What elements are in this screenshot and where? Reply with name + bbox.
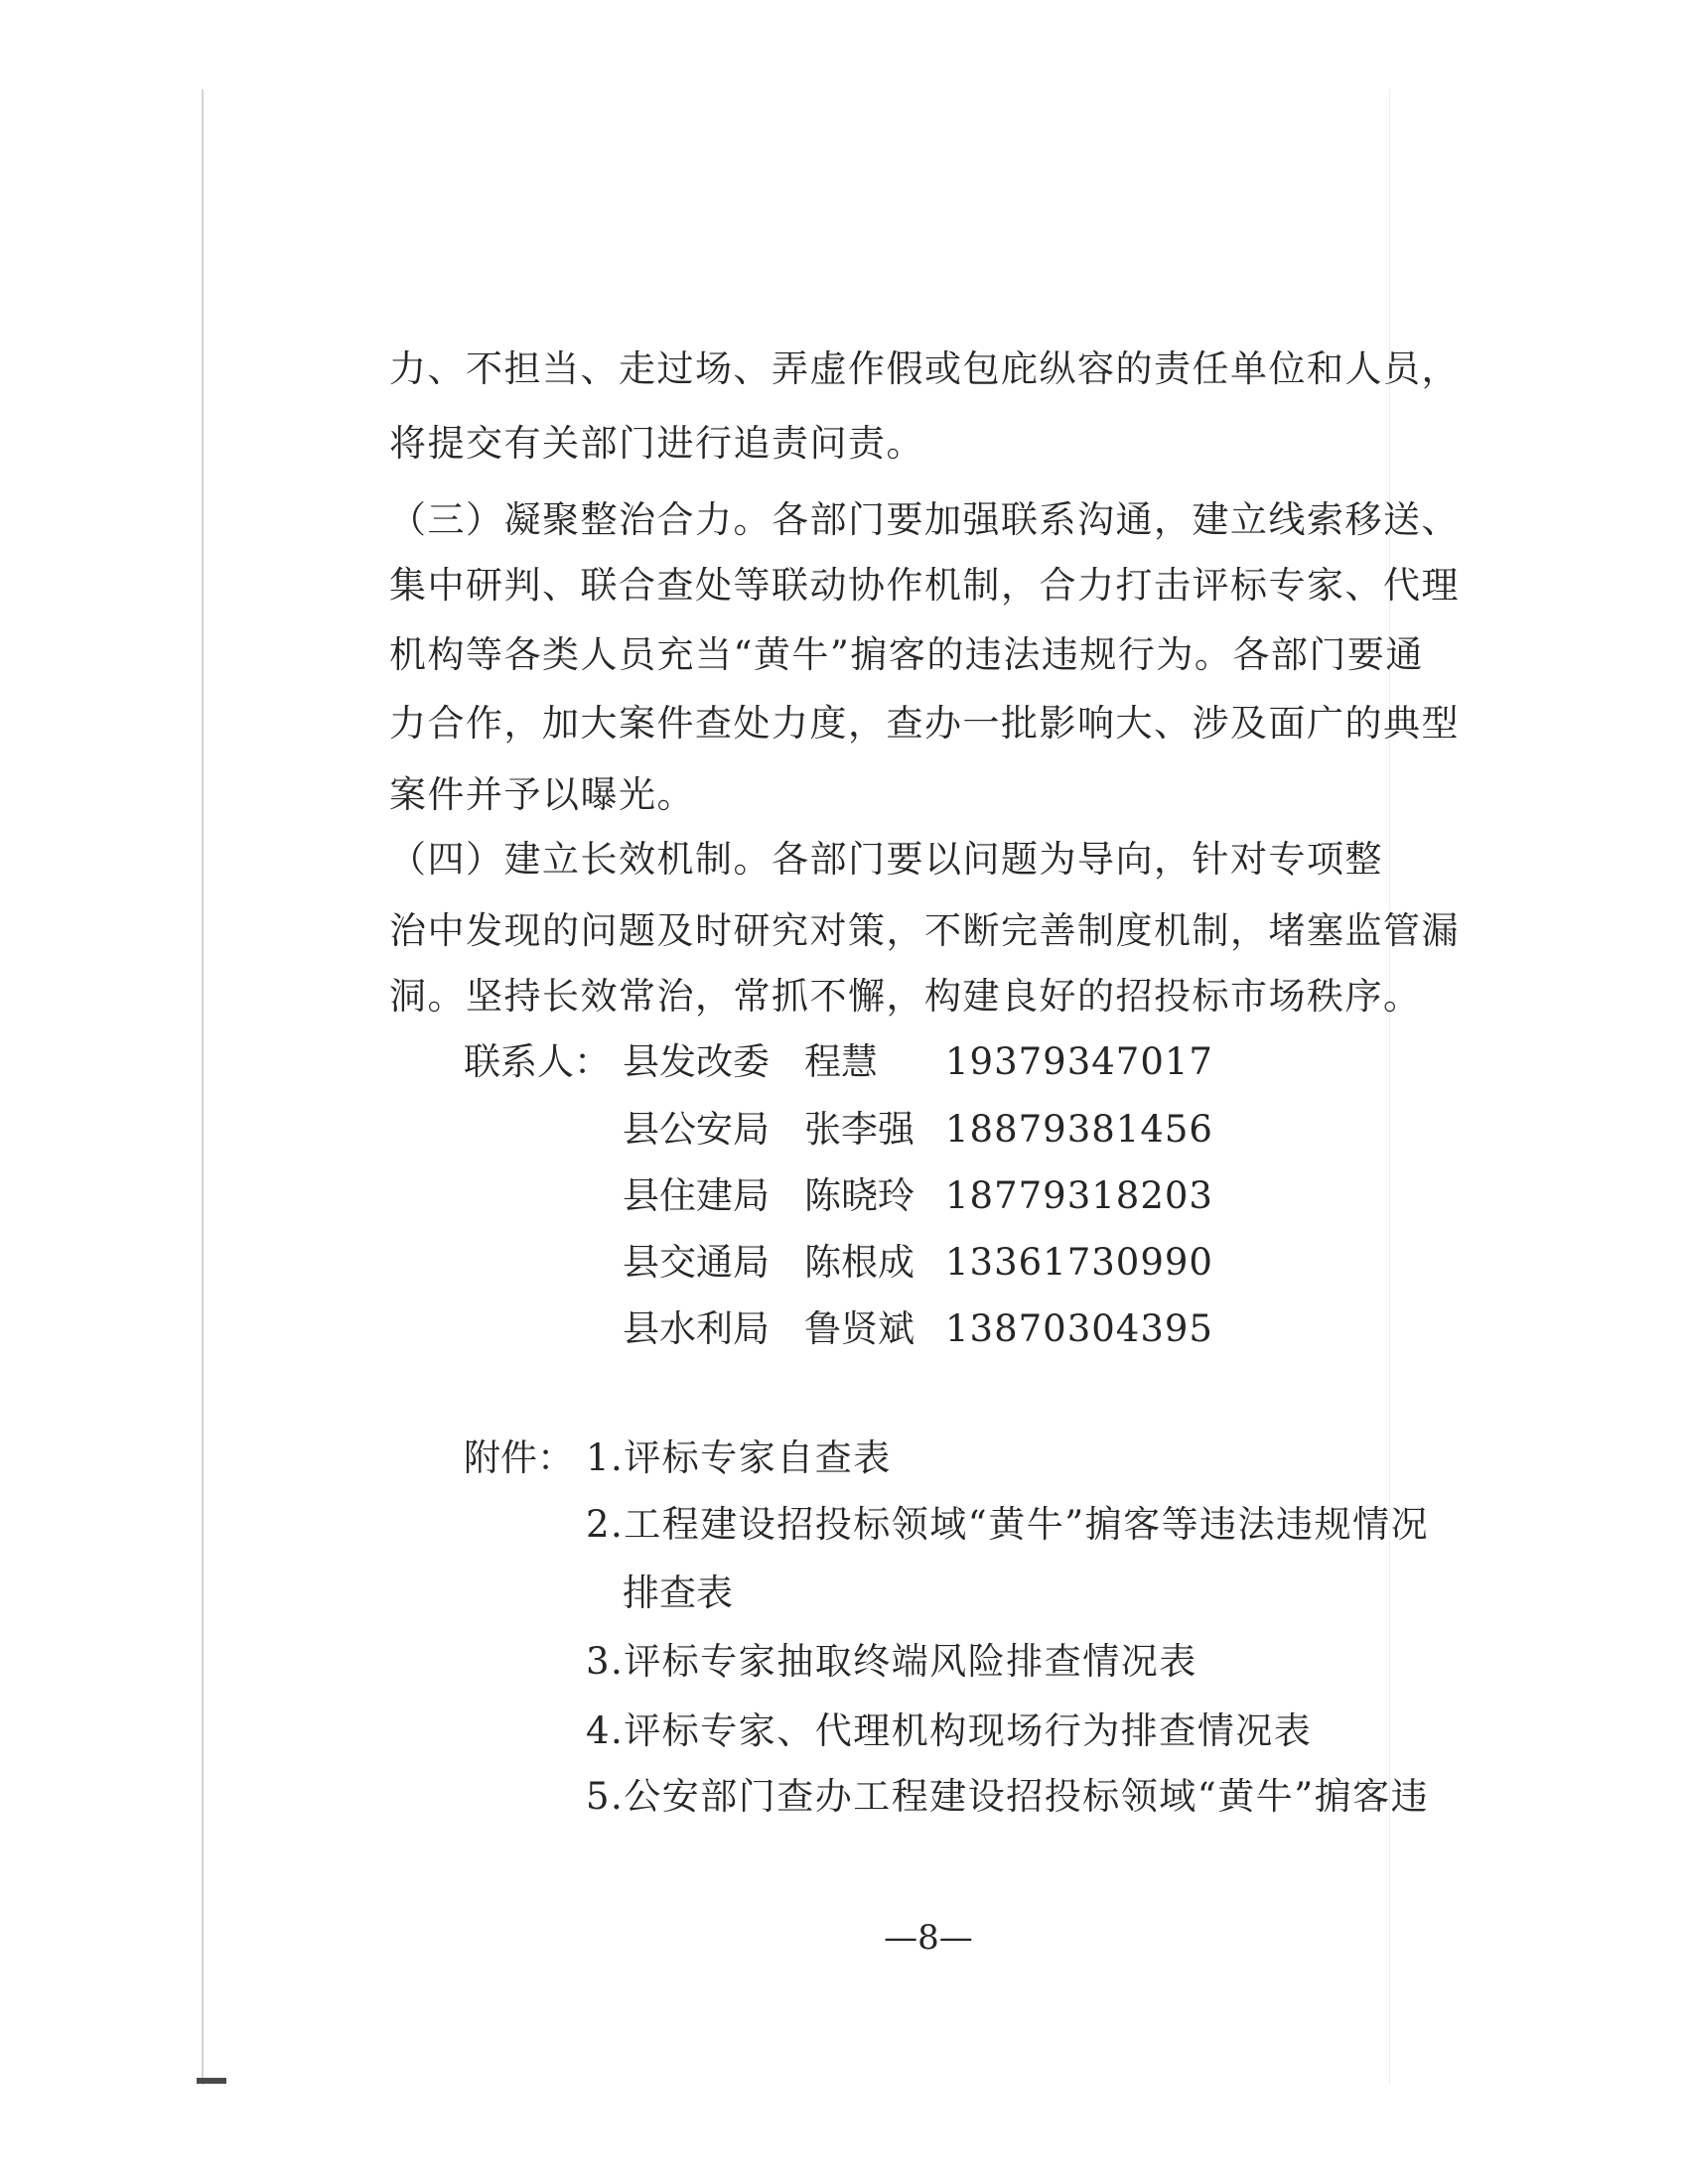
contact-name: 鲁贤斌	[804, 1307, 914, 1350]
contact-phone: 13361730990	[945, 1241, 1213, 1284]
contact-department: 县住建局	[623, 1174, 770, 1217]
paragraph-line: （四）建立长效机制。各部门要以问题为导向，针对专项整	[389, 838, 1383, 881]
page-left-edge	[202, 89, 204, 2085]
paragraph-line: 力、不担当、走过场、弄虚作假或包庇纵容的责任单位和人员，	[389, 347, 1460, 390]
paragraph-line: 将提交有关部门进行追责问责。	[389, 422, 924, 465]
contact-name: 张李强	[804, 1108, 914, 1151]
paragraph-line: 治中发现的问题及时研究对策，不断完善制度机制，堵塞监管漏	[389, 909, 1460, 952]
contact-phone: 18779318203	[945, 1174, 1213, 1217]
attachment-item-continuation: 排查表	[623, 1571, 733, 1614]
attachments-label: 附件：	[464, 1436, 574, 1479]
contact-phone: 19379347017	[945, 1040, 1213, 1083]
contacts-label: 联系人：	[464, 1040, 611, 1083]
attachment-item: 3.评标专家抽取终端风险排查情况表	[586, 1640, 1197, 1683]
attachment-item: 1.评标专家自查表	[586, 1436, 892, 1479]
contact-name: 陈根成	[804, 1241, 914, 1284]
contact-phone: 18879381456	[945, 1108, 1213, 1151]
contact-name: 程慧	[804, 1040, 878, 1083]
contact-department: 县交通局	[623, 1241, 770, 1284]
paragraph-line: 案件并予以曝光。	[389, 773, 695, 816]
contact-phone: 13870304395	[945, 1307, 1213, 1350]
contact-department: 县发改委	[623, 1040, 770, 1083]
paragraph-line: （三）凝聚整治合力。各部门要加强联系沟通，建立线索移送、	[389, 498, 1460, 541]
paragraph-line: 力合作，加大案件查处力度，查办一批影响大、涉及面广的典型	[389, 702, 1460, 745]
bottom-edge-mark	[197, 2078, 226, 2084]
paragraph-line: 洞。坚持长效常治，常抓不懈，构建良好的招投标市场秩序。	[389, 975, 1422, 1018]
paragraph-line: 集中研判、联合查处等联动协作机制，合力打击评标专家、代理	[389, 564, 1460, 607]
page-number: —8—	[884, 1918, 973, 1958]
attachment-item: 5.公安部门查办工程建设招投标领域“黄牛”掮客违	[586, 1775, 1430, 1818]
paragraph-line: 机构等各类人员充当“黄牛”掮客的违法违规行为。各部门要通	[389, 633, 1424, 676]
attachment-item: 4.评标专家、代理机构现场行为排查情况表	[586, 1709, 1313, 1752]
contact-name: 陈晓玲	[804, 1174, 914, 1217]
contact-department: 县公安局	[623, 1108, 770, 1151]
attachment-item: 2.工程建设招投标领域“黄牛”掮客等违法违规情况	[586, 1503, 1430, 1546]
contact-department: 县水利局	[623, 1307, 770, 1350]
